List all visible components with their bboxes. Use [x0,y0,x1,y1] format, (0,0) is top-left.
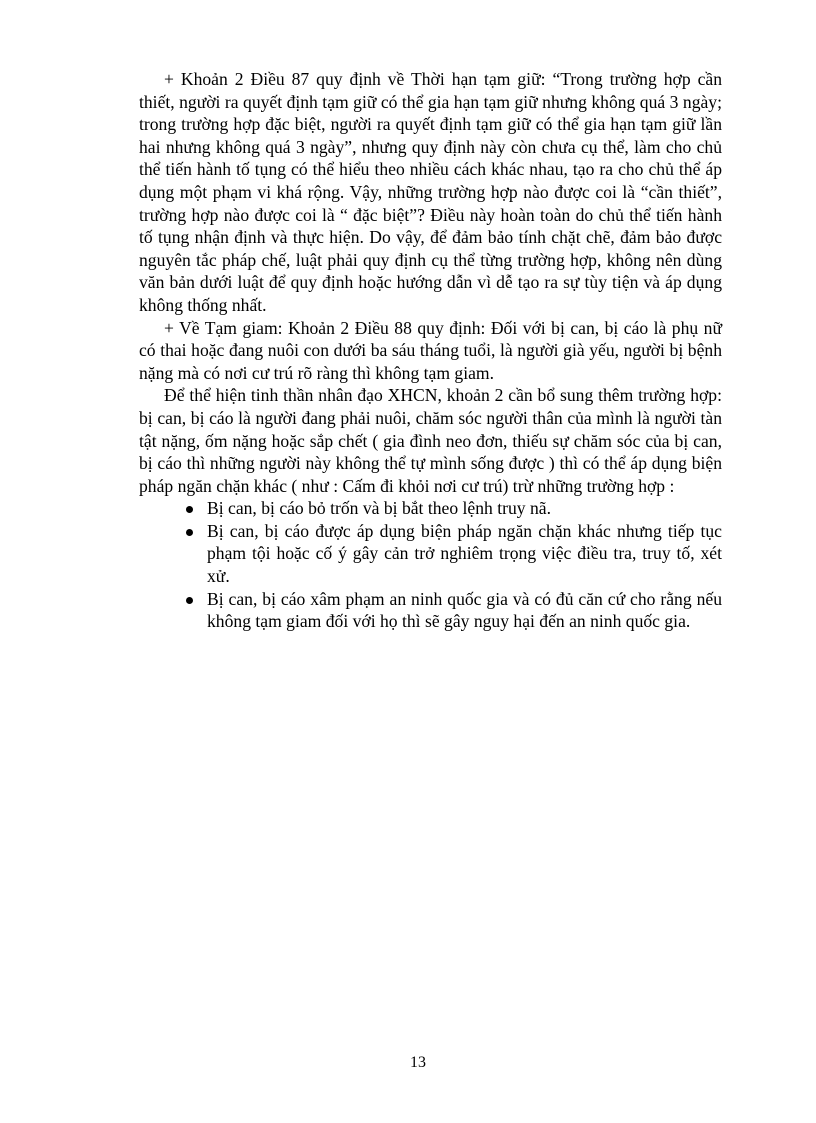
list-item [207,497,722,520]
paragraph-temporary-custody: + Về Tạm giam: Khoản 2 Điều 88 quy định: Đối với bị can, bị cáo là phụ nữ có thai hoặc đang nuôi con dưới ba sáu tháng tuổi, là người già yếu, người bị bệnh nặng mà có nơi cư trú rõ ràng thì không tạm giam. [139,317,722,383]
bullet-icon [186,529,193,536]
exception-list [139,497,722,633]
list-item [207,520,722,588]
list-item-text: Bị can, bị cáo bỏ trốn và bị bắt theo lệnh truy nã. [207,498,551,519]
list-item-text: Bị can, bị cáo xâm phạm an ninh quốc gia và có đủ căn cứ cho rằng nếu không tạm giam đối với họ thì sẽ gây nguy hại đến an ninh quốc gia. [207,588,722,632]
list-item [207,588,722,633]
document-body [139,68,722,633]
list-item-text: Bị can, bị cáo được áp dụng biện pháp ngăn chặn khác nhưng tiếp tục phạm tội hoặc cố ý gây cản trở nghiêm trọng việc điều tra, truy tố, xét xử. [207,520,722,587]
paragraph-detention-period: + Khoản 2 Điều 87 quy định về Thời hạn tạm giữ: “Trong trường hợp cần thiết, người ra quyết định tạm giữ có thể gia hạn tạm giữ nhưng không quá 3 ngày; trong trường hợp đặc biệt, người ra quyết định tạm giữ có thể gia hạn tạm giữ lần hai nhưng không quá 3 ngày”, nhưng quy định này còn chưa cụ thể, làm cho chủ thể tiến hành tố tụng có thể hiểu theo nhiều cách khác nhau, tạo ra cho chủ thể áp dụng một phạm vi khá rộng. Vậy, những trường hợp nào được coi là “cần thiết”, trường hợp nào được coi là “ đặc biệt”? Điều này hoàn toàn do chủ thể tiến hành tố tụng nhận định và thực hiện. Do vậy, để đảm bảo tính chặt chẽ, đảm bảo được nguyên tắc pháp chế, luật phải quy định cụ thể từng trường hợp, không nên dùng văn bản dưới luật để quy định hoặc hướng dẫn vì dễ tạo ra sự tùy tiện và áp dụng không thống nhất. [139,69,722,315]
bullet-icon [186,597,193,604]
page-number: 13 [410,1054,426,1071]
paragraph-humanitarian-proposal: Để thể hiện tinh thần nhân đạo XHCN, khoản 2 cần bổ sung thêm trường hợp: bị can, bị cáo là người đang phải nuôi, chăm sóc người thân của mình là người tàn tật nặng, ốm nặng hoặc sắp chết ( gia đình neo đơn, thiếu sự chăm sóc của bị can, bị cáo thì những người này không thể tự mình sống được ) thì có thể áp dụng biện pháp ngăn chặn khác ( như : Cấm đi khỏi nơi cư trú) trừ những trường hợp : [139,385,722,496]
bullet-icon [186,506,193,513]
